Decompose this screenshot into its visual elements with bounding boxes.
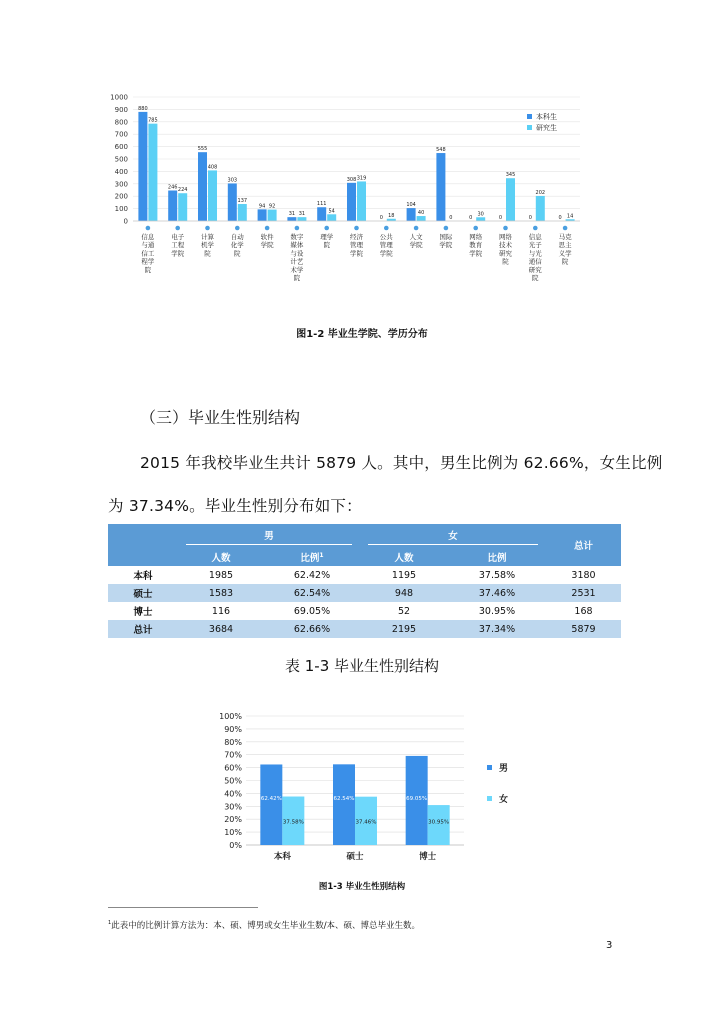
category-label: 院: [561, 257, 569, 266]
footnote: $^1$此表中的比例计算方法为：本、硕、博男或女生毕业生数/本、硕、博总毕业生数。: [108, 920, 421, 931]
y-tick-label: 100%: [219, 712, 242, 721]
category-marker: [473, 226, 478, 231]
data-label: 785: [148, 117, 158, 124]
category-label: 光子: [528, 241, 542, 250]
y-tick-label: 80%: [224, 737, 242, 747]
data-label: 0: [379, 215, 383, 221]
category-marker: [503, 226, 508, 231]
category-label: 公共: [379, 233, 393, 241]
footnote-rule: [108, 907, 258, 908]
row-label: 本科: [133, 571, 153, 582]
y-tick-label: 90%: [224, 724, 242, 734]
bar-grad: [506, 178, 515, 221]
category-marker: [265, 226, 270, 231]
category-marker: [563, 226, 568, 231]
header-female-count: 人数: [360, 548, 448, 566]
table-header-row: [108, 524, 621, 548]
data-label: 0: [528, 215, 532, 221]
legend-label-grad: 研究生: [536, 124, 557, 132]
category-label: 程学: [141, 257, 155, 266]
row-label: 硕士: [108, 584, 178, 602]
category-label: 人文: [409, 233, 423, 241]
header-male-count: 人数: [178, 548, 264, 566]
category-label: 学院: [350, 249, 363, 258]
category-label: 国际: [439, 233, 453, 241]
bar-grad: [327, 214, 336, 221]
legend-swatch-female: [487, 796, 492, 801]
cell: 37.46%: [448, 584, 546, 602]
paragraph-line-2: 为 37.34%。毕业生性别分布如下：: [108, 497, 362, 515]
data-label: 62.54%: [333, 795, 355, 802]
bar-grad: [476, 217, 485, 221]
cell: 37.34%: [448, 620, 546, 638]
bar-grad: [148, 124, 157, 221]
data-label: 62.42%: [260, 795, 282, 802]
cell: 3684: [178, 620, 264, 638]
legend-swatch-male: [487, 765, 492, 770]
legend-label-undergrad: 本科生: [536, 113, 557, 121]
data-label: 54: [328, 208, 335, 215]
data-label: 246: [167, 184, 178, 191]
legend-swatch-grad: [527, 125, 532, 130]
category-label: 研究: [499, 249, 512, 258]
chart2-caption: 图1-3 毕业生性别结构: [318, 882, 406, 892]
category-label: 经济: [350, 233, 363, 241]
bar-undergrad: [317, 207, 326, 221]
category-label: 院: [323, 241, 330, 250]
cell: 2531: [546, 584, 621, 602]
category-marker: [324, 226, 329, 231]
category-label: 软件: [260, 233, 274, 241]
category-label: 院: [144, 265, 152, 274]
header-male: 男: [178, 524, 360, 548]
category-marker: [235, 226, 240, 231]
category-marker: [146, 226, 151, 231]
category-label: 博士: [419, 852, 437, 862]
data-label: 137: [237, 198, 248, 205]
bar-grad: [238, 204, 247, 221]
data-label: 319: [356, 175, 367, 182]
data-label: 31: [298, 211, 306, 218]
data-label: 345: [505, 172, 516, 179]
cell: 116: [211, 605, 231, 617]
cell: 69.05%: [293, 605, 331, 617]
bar-undergrad: [407, 208, 416, 221]
cell: 62.42%: [293, 569, 331, 581]
data-label: 104: [406, 202, 416, 209]
category-label: 学院: [439, 241, 453, 250]
bar-undergrad: [347, 183, 356, 221]
header-male-ratio: 比例$^1$: [264, 548, 360, 566]
category-label: 教育: [469, 241, 483, 250]
category-label: 信工: [141, 249, 155, 258]
y-tick-label: 100: [114, 205, 128, 214]
data-label: 224: [177, 187, 188, 194]
data-label: 111: [316, 201, 327, 208]
data-label: 40: [417, 210, 425, 217]
category-label: 研究: [528, 265, 542, 274]
category-label: 信息: [141, 233, 155, 241]
cell: 52: [397, 605, 411, 617]
bar-undergrad: [258, 209, 267, 221]
cell: 37.58%: [478, 569, 516, 581]
y-tick-label: 70%: [224, 750, 242, 760]
category-label: 数字: [290, 233, 304, 241]
bar-grad: [536, 196, 545, 221]
page-number: 3: [606, 940, 613, 951]
data-label: 18: [388, 212, 395, 219]
category-label: 院: [532, 274, 539, 282]
y-tick-label: 30%: [224, 802, 242, 812]
legend-label-female: 女: [499, 795, 509, 805]
category-marker: [354, 226, 359, 231]
legend-label-male: 男: [499, 764, 509, 774]
y-tick-label: 10%: [224, 828, 242, 838]
y-tick-label: 400: [114, 167, 128, 176]
header-blank: [108, 524, 178, 566]
category-label: 与设: [290, 249, 304, 258]
cell: 62.66%: [264, 620, 360, 638]
category-label: 术学: [290, 265, 304, 274]
bar-undergrad: [198, 152, 207, 221]
data-label: 0: [449, 215, 453, 221]
category-marker: [175, 226, 180, 231]
category-label: 网络: [499, 233, 512, 241]
table-row: [108, 566, 621, 584]
category-marker: [444, 226, 449, 231]
category-label: 硕士: [346, 852, 364, 862]
category-label: 院: [204, 249, 211, 258]
category-label: 管理: [350, 241, 363, 250]
cell: 2195: [360, 620, 448, 638]
y-tick-label: 200: [114, 192, 128, 201]
row-label: 博士: [133, 607, 153, 618]
gender-chart: [0, 700, 724, 870]
category-label: 技术: [499, 241, 512, 250]
cell: 948: [360, 584, 448, 602]
header-female: 女: [360, 524, 546, 548]
bar-undergrad: [138, 112, 147, 221]
cell: 3180: [571, 569, 596, 581]
category-label: 电子: [171, 233, 185, 241]
section-title: （三）毕业生性别结构: [140, 408, 301, 427]
data-label: 548: [436, 147, 446, 154]
y-tick-label: 300: [114, 180, 128, 189]
category-label: 院: [502, 257, 509, 266]
table-caption: 表 1-3 毕业生性别结构: [284, 657, 440, 675]
data-label: 37.58%: [282, 819, 304, 826]
category-marker: [384, 226, 389, 231]
bar-undergrad: [228, 183, 237, 221]
category-label: 信息: [528, 233, 542, 241]
y-tick-label: 0%: [229, 841, 242, 850]
category-label: 马克: [558, 233, 572, 241]
category-label: 义学: [558, 249, 572, 258]
category-label: 学院: [171, 249, 185, 258]
cell: 62.54%: [264, 584, 360, 602]
cell: 1985: [208, 569, 234, 581]
data-label: 0: [558, 215, 562, 221]
data-label: 202: [535, 189, 546, 196]
cell: 1195: [391, 569, 417, 581]
category-label: 院: [234, 249, 241, 258]
row-label: 总计: [108, 620, 178, 638]
bar-grad: [208, 170, 217, 221]
data-label: 92: [268, 203, 276, 210]
table-row: [108, 584, 621, 602]
category-label: 与光: [528, 249, 542, 258]
table-subheader-row: [108, 548, 621, 566]
data-label: 94: [258, 203, 266, 210]
y-tick-label: 500: [114, 155, 128, 164]
data-label: 0: [469, 215, 473, 221]
cell: 30.95%: [478, 605, 516, 617]
category-label: 思主: [558, 241, 572, 250]
cell: 5879: [546, 620, 621, 638]
y-tick-label: 900: [114, 105, 128, 114]
category-label: 院: [293, 274, 301, 282]
category-label: 学院: [379, 249, 393, 258]
cell: 168: [574, 605, 593, 617]
category-label: 计算: [201, 233, 214, 241]
y-tick-label: 800: [114, 118, 128, 127]
category-label: 媒体: [290, 241, 304, 250]
bar-undergrad: [168, 190, 177, 221]
bar-undergrad: [436, 153, 445, 221]
data-label: 408: [207, 164, 218, 171]
category-marker: [205, 226, 210, 231]
data-label: 31: [288, 211, 296, 218]
y-tick-label: 50%: [224, 776, 242, 786]
y-tick-label: 0: [123, 217, 128, 226]
category-label: 学院: [469, 249, 483, 258]
category-label: 与通: [141, 241, 155, 250]
bar-grad: [178, 193, 187, 221]
bar-male: [260, 764, 282, 845]
category-label: 通信: [528, 257, 542, 266]
category-label: 本科: [273, 852, 291, 862]
category-marker: [533, 226, 538, 231]
category-label: 管理: [379, 241, 393, 250]
bar-grad: [357, 181, 366, 221]
data-label: 30: [477, 211, 484, 218]
data-label: 69.05%: [406, 795, 428, 802]
category-label: 理学: [320, 233, 334, 241]
category-label: 学院: [260, 241, 274, 250]
data-label: 0: [498, 215, 503, 221]
data-label: 37.46%: [355, 819, 377, 826]
data-label: 555: [197, 146, 208, 153]
y-tick-label: 700: [114, 130, 128, 139]
category-label: 学院: [409, 241, 423, 250]
data-label: 308: [346, 176, 357, 183]
gender-table: [108, 524, 621, 638]
chart1-caption: 图1-2 毕业生学院、学历分布: [296, 329, 428, 340]
paragraph-line-1: 2015 年我校毕业生共计 5879 人。其中，男生比例为 62.66%，女生比例: [140, 454, 663, 472]
data-label: 14: [566, 213, 574, 220]
data-label: 303: [227, 177, 238, 184]
bar-grad: [417, 216, 426, 221]
y-tick-label: 40%: [224, 789, 242, 799]
bar-undergrad: [287, 217, 296, 221]
category-label: 化学: [230, 241, 244, 250]
data-label: 880: [138, 105, 148, 112]
y-tick-label: 1000: [110, 93, 128, 102]
category-label: 机学: [201, 241, 214, 250]
bar-male: [333, 764, 355, 845]
category-marker: [414, 226, 419, 231]
header-total: 总计: [546, 524, 621, 566]
y-tick-label: 600: [114, 143, 128, 152]
category-label: 自动: [230, 233, 244, 241]
table-row: [108, 602, 621, 620]
cell: 1583: [178, 584, 264, 602]
category-label: 工程: [171, 241, 185, 250]
table-row: [108, 620, 621, 638]
data-label: 30.95%: [428, 819, 450, 826]
bar-grad: [268, 210, 277, 221]
category-label: 计艺: [290, 257, 304, 266]
college-degree-chart: [0, 0, 724, 300]
category-label: 网络: [469, 233, 483, 241]
bar-grad: [297, 217, 306, 221]
header-female-ratio: 比例: [448, 548, 546, 566]
legend-swatch-undergrad: [527, 114, 532, 119]
category-marker: [295, 226, 300, 231]
y-tick-label: 60%: [224, 763, 242, 773]
y-tick-label: 20%: [224, 815, 242, 825]
